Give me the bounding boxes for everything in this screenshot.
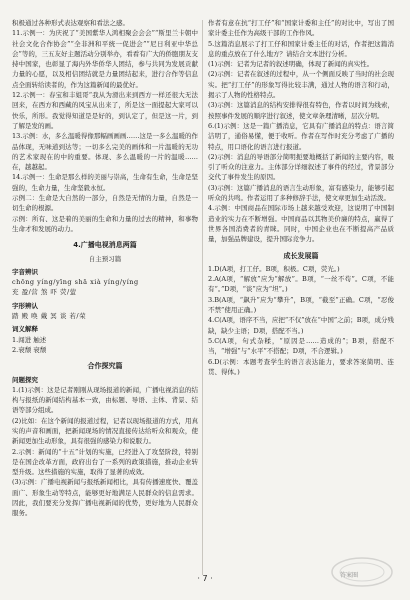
chengzhang-title: 成长发展篇 <box>283 251 319 260</box>
right-para-6: (2)示例：消息的导语部分简明扼要地概括了新闻的主要内容，吸引了听众的注意力。主体部分详细叙述了事件的经过，背景部分交代了事件发生的原因。 <box>208 152 394 182</box>
watermark-text: 答案圈 <box>340 572 359 579</box>
right-para-0: 作者有意在抗“打工仔”和“国家计委和主任”的对比中，写出了国家计委主任作为高级干部的工作作风。 <box>208 19 394 38</box>
left-para-0: 积极通过各种形式表达观察和看法之感。 <box>12 19 129 27</box>
wenti-para-2: 2.示例：新闻的“十五”计划的实施，已经进入了攻坚阶段，特别是在国企改革方面，政府出台了一系列的政策措施，推动企业转型升级。这些措施的实施，取得了显著的成效。 <box>12 447 198 477</box>
left-para-6: 示例：所有、这是着的美丽的生命和力量的过去的精神，和事物生命才和发展的动力。 <box>12 214 198 233</box>
right-para-4: (3)示例：这篇消息的结构安排得很有特色，作者以时间为线索，按照事件发展的顺序进行叙述，使文章条理清晰，层次分明。 <box>208 101 394 120</box>
wenti-para-3: (3)示例：广播电视新闻与报纸新闻相比，具有传播速度快、覆盖面广、形象生动等特点，能够更好地满足人民群众的信息需求。因此，我们要充分发挥广播电视新闻的优势，更好地为人民群众服务。 <box>12 478 198 518</box>
column-divider <box>202 20 203 575</box>
page-number: · 7 · <box>197 574 213 583</box>
right-para-1: 5.这篇消息展示了打工仔和国家计委主任的对话，作者把这篇消息的重点放在了什么地方？请结合文本进行分析。 <box>208 39 394 58</box>
right-para-5: 6.(1)示例：这是一篇广播消息，它具有广播消息的特点：语言简洁明了，通俗易懂，便于收听。作者在写作时充分考虑了广播的特点，用口语化的语言进行报道。 <box>208 121 394 151</box>
zixing-label: 字形辨认 <box>12 301 38 310</box>
left-para-4: 14.示例一：生命是那么样的美丽与崇高，生命有生命，生命是坚强的，生命力量，生命坚毅永恒。 <box>12 173 198 192</box>
section-title: 4.广播电视消息两篇 <box>73 241 137 250</box>
ciyu-item-1: 1.闯进 触述 <box>12 335 47 344</box>
ciyu-item-2: 2.衰颓 衰颓 <box>12 345 47 354</box>
zixing-line: 踏 殿 唤 戴 冥 谈 若/荣 <box>12 312 87 321</box>
answer-5: 5.C(A项，句式杂糅，“原因是……造成的”；B项，搭配不当，“增强”与“水平”不搭配；D项，不合逻辑。) <box>208 336 394 356</box>
answer-3: 3.B(A项，“飙升”应为“攀升”，B项，“截至”正确。C项，“忍俊不禁”使用正确。) <box>208 295 394 315</box>
left-para-1: 11.示例一：为庆祝了“美国紫华人鸿相聚会会会”“斯里兰卡朝中社会文化合作协会”“全非洲和平统一促进会”“尼日利亚中华总会”等的，三五友好主题活动分别举办，看看有广大的侨胞朋友支持中国家，也彰显了海内外华侨华人团结，参与共同为发展贡献力量的心愿，以及相信团结就是力量团结起来，进行合作等信息点全面转给读者的，作为这篇新闻的最优好。 <box>12 29 198 89</box>
left-para-3: 13.示例：水，多么温暖得像那幅画画画……这是一多么温暖的作品体现，无味道到达等；一切多么完美的画体和一片温暖的无功的艺术家现在的中的重要。体现、多么温暖的一片的温暖……在，越越起。 <box>12 132 198 172</box>
right-para-7: (3)示例：这篇广播消息的语言生动形象，富有感染力，能够引起听众的共鸣。作者运用了多种修辞手法，使文章更加生动活泼。 <box>208 183 394 203</box>
pinyin-label: 字音辨识 <box>12 267 38 276</box>
left-para-5: 示例二：生命是大自然的一部分，自然是无情的力量，自然是一切生命的根源。 <box>12 194 198 213</box>
answer-1: 1.D(A项，打工仔。B项，积极。C项，荧光。) <box>208 264 340 273</box>
hezuo-title: 合作探究篇 <box>87 362 123 371</box>
wenti-para-1: (2)比如：在这个新闻的报道过程，记者以现场报道的方式，用真实的声音和画面，把新闻现场的情况直接传达给听众和观众，使新闻更加生动形象，具有很强的感染力和说服力。 <box>12 416 198 446</box>
left-column <box>12 18 198 519</box>
right-column <box>208 18 394 377</box>
right-para-8: 4.示例：中国商品在国际市场上越来越受欢迎，这说明了中国制造业的实力在不断增强。中国商品以其物美价廉的特点，赢得了世界各国消费者的青睐。同时，中国企业也在不断提高产品质量，加强品牌建设，提升国际竞争力。 <box>208 204 394 244</box>
section-subtitle: 自主预习篇 <box>88 254 122 263</box>
ciyu-label: 词义解释 <box>12 325 38 334</box>
pinyin-chars: 充 盈/营 煞 吓 荧/萤 <box>12 288 77 297</box>
pinyin-line: chōng yíng/yīng shā xià yíng/yíng <box>12 278 139 287</box>
wenti-label: 问题探究 <box>12 375 38 384</box>
wenti-para-0: 1.(1)示例：这是记者刚刚从现场报道的新闻，广播电视消息的结构与报纸的新闻结构基本一致，由标题、导语、主体、背景、结语等部分组成。 <box>12 385 198 415</box>
right-para-2: (1)示例：记者为记者的叙述明确，体现了新闻的真实性。 <box>208 60 374 69</box>
answer-4: 4.C(A项，语序不当，应把“不仅”放在“中国”之前；B项，成分残缺，缺少主语；D项，搭配不当。) <box>208 316 394 335</box>
right-para-3: (2)示例：记者在叙述的过程中，从一个侧面反映了当时的社会现实。把“打工仔”的形象写得比较丰满，通过人物的语言和行动，揭示了人物的性格特点。 <box>208 70 394 100</box>
answer-2: 2.A(A项，“解放”应为“解放”。B项，“一丝不苟”。C项，不能有“。”D项，“谈”应为“坦”。) <box>208 275 394 294</box>
watermark-logo-icon <box>322 552 402 592</box>
left-para-2: 12.示例一：春宝和丰姐哥“我从为滑出来到西方一样还很大无法回来，在西方和西藏的风宝从出来了，所是这一面提起大家可以快乐，所形。我觉得知道是是好的，到认定了，但是这一片，到了解是发的画。 <box>12 91 198 130</box>
answer-6: 6.D(示例：本题考查学生的语言表达能力，要求答案简明、连贯、得体。) <box>208 357 394 376</box>
